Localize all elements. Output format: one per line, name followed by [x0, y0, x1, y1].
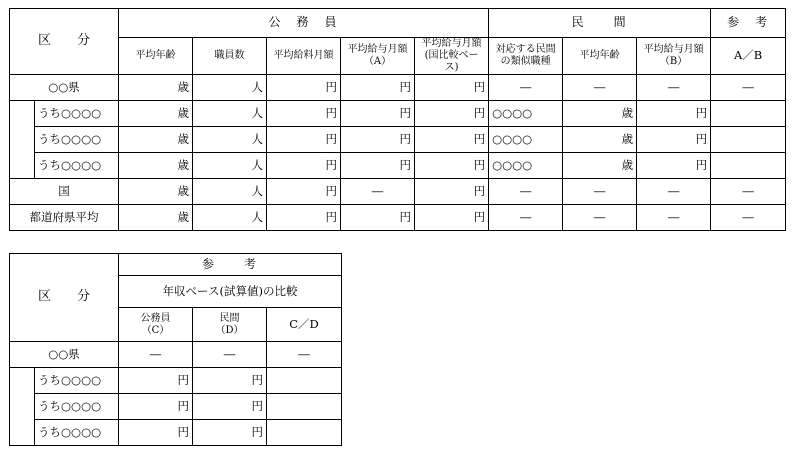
table-row — [10, 342, 342, 368]
row-label: うち○○○○ — [35, 127, 119, 153]
reference-header: 参 考 — [711, 9, 786, 38]
cell-p-pay: ― — [637, 179, 711, 205]
avg-pay-nat-tag: (国比較ベース) — [424, 50, 479, 73]
cell-pay-nat: 円 — [415, 153, 489, 179]
row-label: 都道府県平均 — [10, 205, 119, 231]
cell-ratio — [711, 153, 786, 179]
cell-pay-a: 円 — [341, 75, 415, 101]
cell-salary: 円 — [267, 101, 341, 127]
annual-income-comparison-table — [9, 253, 342, 446]
cell-ratio: ― — [711, 205, 786, 231]
cell-pay-nat: 円 — [415, 179, 489, 205]
indent-cell — [10, 101, 35, 127]
cell-c: ― — [119, 342, 193, 368]
private-sector-header: 民 間 — [489, 9, 711, 38]
cell-ratio: ― — [711, 179, 786, 205]
cell-d: 円 — [193, 368, 267, 394]
cell-pay-nat: 円 — [415, 101, 489, 127]
row-label: 国 — [10, 179, 119, 205]
indent-cell — [10, 394, 35, 420]
cell-p-age: 歳 — [563, 127, 637, 153]
cell-age: 歳 — [119, 127, 193, 153]
avg-pay-nat-label: 平均給与月額 — [421, 38, 482, 49]
row-label: ○○県 — [10, 75, 119, 101]
ratio-ab-header: A／B — [711, 38, 786, 75]
avg-pay-a-label: 平均給与月額 — [347, 44, 408, 55]
cell-c: 円 — [119, 368, 193, 394]
row-label: ○○県 — [10, 342, 119, 368]
cell-ratio: ― — [711, 75, 786, 101]
avg-pay-national-header — [415, 38, 489, 75]
cell-p-pay: 円 — [637, 127, 711, 153]
cell-d: 円 — [193, 420, 267, 446]
similar-job-label-1: 対応する民間 — [495, 44, 556, 55]
cell-p-age: ― — [563, 179, 637, 205]
indent-cell — [10, 127, 35, 153]
avg-salary-header: 平均給料月額 — [267, 38, 341, 75]
table-row — [10, 101, 786, 127]
table-row — [10, 368, 342, 394]
cell-pay-nat: 円 — [415, 75, 489, 101]
avg-pay-a-tag: （A） — [363, 56, 392, 67]
cell-p-pay: ― — [637, 205, 711, 231]
cell-job: ○○○○ — [489, 101, 563, 127]
cell-age: 歳 — [119, 75, 193, 101]
avg-age-header: 平均年齢 — [119, 38, 193, 75]
private-d-header — [193, 308, 267, 342]
annual-income-header: 年収ベース(試算値)の比較 — [119, 276, 342, 308]
cell-staff: 人 — [193, 153, 267, 179]
table-row — [10, 394, 342, 420]
public-c-tag: （C） — [141, 324, 170, 336]
private-avg-age-header: 平均年齢 — [563, 38, 637, 75]
cell-age: 歳 — [119, 153, 193, 179]
cell-ratio — [267, 420, 342, 446]
cell-p-pay: 円 — [637, 101, 711, 127]
public-servant-header: 公 務 員 — [119, 9, 489, 38]
kubun-header: 区 分 — [10, 254, 119, 342]
row-label: うち○○○○ — [35, 101, 119, 127]
table-row — [10, 75, 786, 101]
cell-salary: 円 — [267, 205, 341, 231]
cell-pay-a: 円 — [341, 205, 415, 231]
kubun-header: 区 分 — [10, 9, 119, 75]
ratio-cd-header: C／D — [267, 308, 342, 342]
similar-job-label-2: の類似職種 — [500, 56, 551, 67]
cell-job: ― — [489, 75, 563, 101]
cell-p-age: ― — [563, 205, 637, 231]
cell-p-pay: 円 — [637, 153, 711, 179]
table-row — [10, 420, 342, 446]
cell-ratio — [267, 368, 342, 394]
cell-age: 歳 — [119, 179, 193, 205]
row-label: うち○○○○ — [35, 420, 119, 446]
cell-pay-a: 円 — [341, 127, 415, 153]
staff-count-header: 職員数 — [193, 38, 267, 75]
cell-staff: 人 — [193, 205, 267, 231]
cell-pay-a: 円 — [341, 153, 415, 179]
public-c-label: 公務員 — [140, 312, 171, 324]
cell-ratio — [711, 127, 786, 153]
cell-salary: 円 — [267, 127, 341, 153]
table-row — [10, 179, 786, 205]
private-avg-pay-header — [637, 38, 711, 75]
cell-job: ○○○○ — [489, 153, 563, 179]
salary-comparison-table — [9, 8, 786, 231]
cell-pay-a: 円 — [341, 101, 415, 127]
cell-job: ― — [489, 205, 563, 231]
cell-salary: 円 — [267, 75, 341, 101]
cell-age: 歳 — [119, 101, 193, 127]
cell-job: ― — [489, 179, 563, 205]
cell-c: 円 — [119, 394, 193, 420]
cell-pay-nat: 円 — [415, 127, 489, 153]
row-label: うち○○○○ — [35, 153, 119, 179]
private-d-tag: （D） — [215, 324, 244, 336]
cell-job: ○○○○ — [489, 127, 563, 153]
cell-p-pay: ― — [637, 75, 711, 101]
cell-staff: 人 — [193, 75, 267, 101]
cell-ratio — [711, 101, 786, 127]
table-row — [10, 205, 786, 231]
similar-job-header — [489, 38, 563, 75]
cell-staff: 人 — [193, 127, 267, 153]
cell-pay-nat: 円 — [415, 205, 489, 231]
cell-d: ― — [193, 342, 267, 368]
cell-p-age: ― — [563, 75, 637, 101]
cell-ratio: ― — [267, 342, 342, 368]
indent-cell — [10, 368, 35, 394]
cell-staff: 人 — [193, 179, 267, 205]
cell-pay-a: ― — [341, 179, 415, 205]
cell-ratio — [267, 394, 342, 420]
indent-cell — [10, 153, 35, 179]
cell-p-age: 歳 — [563, 153, 637, 179]
cell-p-age: 歳 — [563, 101, 637, 127]
cell-c: 円 — [119, 420, 193, 446]
private-pay-label: 平均給与月額 — [643, 44, 704, 55]
cell-d: 円 — [193, 394, 267, 420]
private-d-label: 民間 — [219, 312, 240, 324]
row-label: うち○○○○ — [35, 394, 119, 420]
cell-staff: 人 — [193, 101, 267, 127]
avg-pay-a-header — [341, 38, 415, 75]
cell-salary: 円 — [267, 153, 341, 179]
cell-salary: 円 — [267, 179, 341, 205]
table-row — [10, 127, 786, 153]
reference-header: 参 考 — [119, 254, 342, 276]
indent-cell — [10, 420, 35, 446]
table-row — [10, 153, 786, 179]
public-c-header — [119, 308, 193, 342]
row-label: うち○○○○ — [35, 368, 119, 394]
private-pay-tag: （B） — [659, 56, 688, 67]
cell-age: 歳 — [119, 205, 193, 231]
